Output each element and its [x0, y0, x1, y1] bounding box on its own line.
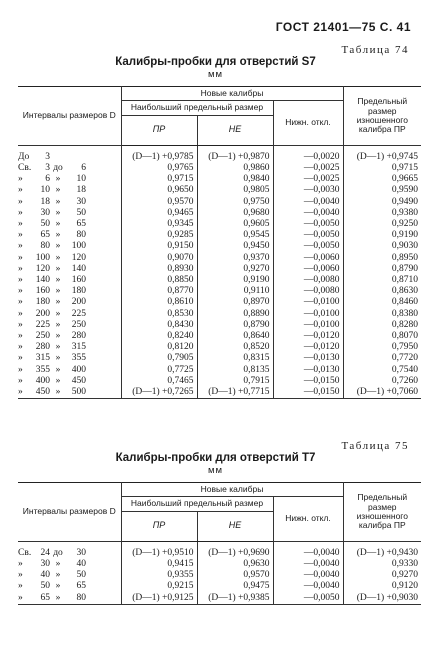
lower-dev-cell: —0,0050 — [273, 230, 343, 241]
interval-cell — [18, 581, 121, 592]
interval-word: » — [55, 558, 61, 569]
worn-cell: 0,8460 — [343, 297, 421, 308]
interval-from: 100 — [35, 252, 50, 263]
pr-cell: (D—1) +0,9785 — [121, 145, 197, 163]
interval-word: » — [55, 207, 61, 218]
interval-word: » — [55, 364, 61, 375]
gauge-table — [18, 86, 421, 399]
worn-cell: 0,9120 — [343, 581, 421, 592]
table-number: Таблица 75 — [341, 440, 409, 452]
interval-prefix: » — [18, 174, 23, 185]
table-row — [18, 208, 421, 219]
interval-word: » — [55, 174, 61, 185]
ne-cell: 0,9805 — [197, 185, 273, 196]
pr-cell: 0,9715 — [121, 174, 197, 185]
interval-cell — [18, 253, 121, 264]
table-unit: мм — [207, 465, 224, 476]
ne-cell: 0,9630 — [197, 559, 273, 570]
interval-from: 355 — [35, 364, 50, 375]
interval-cell — [18, 331, 121, 342]
interval-from: 180 — [35, 297, 50, 308]
interval-word: » — [55, 218, 61, 229]
interval-from: 3 — [45, 151, 50, 162]
interval-from: 315 — [35, 353, 50, 364]
interval-prefix: » — [18, 364, 23, 375]
interval-from: 50 — [40, 581, 50, 592]
worn-cell: 0,9330 — [343, 559, 421, 570]
pr-cell: 0,9355 — [121, 570, 197, 581]
interval-cell — [18, 275, 121, 286]
interval-prefix: » — [18, 592, 23, 603]
interval-cell — [18, 387, 121, 399]
lower-dev-cell: —0,0040 — [273, 208, 343, 219]
worn-cell: 0,8790 — [343, 264, 421, 275]
ne-cell: 0,9190 — [197, 275, 273, 286]
interval-cell — [18, 342, 121, 353]
interval-cell — [18, 320, 121, 331]
interval-from: 80 — [40, 241, 50, 252]
interval-to: 315 — [71, 342, 86, 353]
table-caption — [0, 452, 431, 476]
interval-prefix: » — [18, 218, 23, 229]
interval-cell — [18, 309, 121, 320]
lower-dev-cell: —0,0100 — [273, 320, 343, 331]
interval-to: 80 — [76, 230, 86, 241]
interval-cell — [18, 376, 121, 387]
table-row — [18, 570, 421, 581]
lower-dev-cell: —0,0030 — [273, 185, 343, 196]
table-row — [18, 230, 421, 241]
worn-cell: 0,9030 — [343, 241, 421, 252]
ne-cell: 0,9750 — [197, 197, 273, 208]
interval-from: 30 — [40, 558, 50, 569]
worn-cell: 0,9590 — [343, 185, 421, 196]
pr-cell: 0,9465 — [121, 208, 197, 219]
interval-cell — [18, 219, 121, 230]
ne-cell: (D—1) +0,9385 — [197, 593, 273, 605]
table-title: Калибры-пробки для отверстий T7 — [115, 452, 316, 464]
interval-prefix: » — [18, 252, 23, 263]
worn-cell: 0,8380 — [343, 309, 421, 320]
table-row — [18, 353, 421, 364]
pr-cell: 0,9345 — [121, 219, 197, 230]
worn-cell: 0,8950 — [343, 253, 421, 264]
interval-prefix: » — [18, 375, 23, 386]
ne-cell: (D—1) +0,9870 — [197, 145, 273, 163]
worn-cell: 0,7540 — [343, 365, 421, 376]
lower-dev-cell: —0,0130 — [273, 353, 343, 364]
lower-dev-cell: —0,0150 — [273, 376, 343, 387]
interval-to: 225 — [71, 308, 86, 319]
worn-cell: 0,9665 — [343, 174, 421, 185]
interval-cell — [18, 145, 121, 163]
ne-cell: 0,9370 — [197, 253, 273, 264]
interval-prefix: » — [18, 342, 23, 353]
table-row — [18, 331, 421, 342]
pr-cell: 0,8530 — [121, 309, 197, 320]
table-row — [18, 185, 421, 196]
pr-cell: 0,8120 — [121, 342, 197, 353]
header-lower-dev: Нижн. откл. — [273, 497, 343, 541]
interval-to: 30 — [76, 547, 86, 558]
header-pr: ПР — [121, 511, 197, 541]
lower-dev-cell: —0,0025 — [273, 174, 343, 185]
worn-cell: 0,9250 — [343, 219, 421, 230]
interval-word: » — [55, 592, 61, 603]
ne-cell: 0,9475 — [197, 581, 273, 592]
table-row — [18, 309, 421, 320]
table-row — [18, 145, 421, 163]
pr-cell: 0,9070 — [121, 253, 197, 264]
worn-cell: (D—1) +0,9430 — [343, 541, 421, 559]
interval-word: » — [55, 386, 61, 397]
interval-to: 450 — [71, 375, 86, 386]
lower-dev-cell: —0,0040 — [273, 581, 343, 592]
table-row — [18, 593, 421, 605]
interval-cell — [18, 185, 121, 196]
ne-cell: 0,9860 — [197, 163, 273, 174]
interval-cell — [18, 264, 121, 275]
header-max-size: Наибольший предельный размер — [121, 101, 273, 115]
worn-cell: (D—1) +0,9745 — [343, 145, 421, 163]
interval-from: 200 — [35, 308, 50, 319]
interval-word: » — [55, 308, 61, 319]
ne-cell: 0,9840 — [197, 174, 273, 185]
interval-from: 450 — [35, 386, 50, 397]
interval-cell — [18, 197, 121, 208]
worn-cell: 0,9270 — [343, 570, 421, 581]
worn-cell: 0,9490 — [343, 197, 421, 208]
interval-word: » — [55, 319, 61, 330]
ne-cell: 0,9570 — [197, 570, 273, 581]
interval-word: » — [55, 274, 61, 285]
interval-from: 250 — [35, 330, 50, 341]
interval-word: » — [55, 286, 61, 297]
worn-cell: 0,9715 — [343, 163, 421, 174]
interval-prefix: Св. — [18, 162, 32, 173]
interval-cell — [18, 163, 121, 174]
interval-cell — [18, 286, 121, 297]
header-pr: ПР — [121, 115, 197, 145]
pr-cell: 0,9285 — [121, 230, 197, 241]
pr-cell: 0,8610 — [121, 297, 197, 308]
interval-to: 65 — [76, 581, 86, 592]
interval-from: 65 — [40, 230, 50, 241]
table-row — [18, 297, 421, 308]
worn-cell: 0,8280 — [343, 320, 421, 331]
ne-cell: 0,8790 — [197, 320, 273, 331]
header-worn: Предельный размер изношенного калибра ПР — [343, 483, 421, 542]
interval-word: » — [55, 196, 61, 207]
lower-dev-cell: —0,0050 — [273, 219, 343, 230]
interval-prefix: Св. — [18, 547, 32, 558]
worn-cell: 0,8710 — [343, 275, 421, 286]
header-max-size: Наибольший предельный размер — [121, 497, 273, 511]
worn-cell: 0,7950 — [343, 342, 421, 353]
interval-to: 100 — [71, 241, 86, 252]
lower-dev-cell: —0,0120 — [273, 342, 343, 353]
interval-word: » — [55, 230, 61, 241]
lower-dev-cell: —0,0150 — [273, 387, 343, 399]
interval-to: 355 — [71, 353, 86, 364]
lower-dev-cell: —0,0100 — [273, 297, 343, 308]
table-row — [18, 253, 421, 264]
ne-cell: 0,8520 — [197, 342, 273, 353]
interval-from: 18 — [40, 196, 50, 207]
ne-cell: (D—1) +0,9690 — [197, 541, 273, 559]
lower-dev-cell: —0,0130 — [273, 365, 343, 376]
lower-dev-cell: —0,0040 — [273, 570, 343, 581]
interval-prefix: » — [18, 263, 23, 274]
pr-cell: (D—1) +0,7265 — [121, 387, 197, 399]
table-row — [18, 275, 421, 286]
lower-dev-cell: —0,0060 — [273, 264, 343, 275]
interval-prefix: » — [18, 330, 23, 341]
table-row — [18, 342, 421, 353]
pr-cell: 0,8770 — [121, 286, 197, 297]
lower-dev-cell: —0,0025 — [273, 163, 343, 174]
header-worn: Предельный размер изношенного калибра ПР — [343, 87, 421, 146]
interval-prefix: » — [18, 286, 23, 297]
interval-prefix: » — [18, 308, 23, 319]
ne-cell: 0,8890 — [197, 309, 273, 320]
lower-dev-cell: —0,0040 — [273, 197, 343, 208]
interval-to: 30 — [76, 196, 86, 207]
pr-cell: (D—1) +0,9125 — [121, 593, 197, 605]
interval-prefix: » — [18, 230, 23, 241]
interval-to: 400 — [71, 364, 86, 375]
header-lower-dev: Нижн. откл. — [273, 101, 343, 145]
interval-prefix: » — [18, 185, 23, 196]
interval-from: 280 — [35, 342, 50, 353]
interval-word: до — [53, 162, 63, 173]
header-new-gauges: Новые калибры — [121, 87, 343, 101]
table-title: Калибры-пробки для отверстий S7 — [115, 56, 316, 68]
worn-cell: 0,8070 — [343, 331, 421, 342]
interval-cell — [18, 559, 121, 570]
interval-word: » — [55, 252, 61, 263]
lower-dev-cell: —0,0050 — [273, 241, 343, 252]
worn-cell: 0,9190 — [343, 230, 421, 241]
pr-cell: 0,9150 — [121, 241, 197, 252]
pr-cell: 0,7465 — [121, 376, 197, 387]
interval-word: » — [55, 375, 61, 386]
interval-prefix: » — [18, 297, 23, 308]
interval-from: 10 — [40, 185, 50, 196]
pr-cell: 0,9765 — [121, 163, 197, 174]
interval-prefix: » — [18, 581, 23, 592]
interval-prefix: » — [18, 274, 23, 285]
ne-cell: (D—1) +0,7715 — [197, 387, 273, 399]
header-interval: Интервалы размеров D — [18, 483, 121, 542]
interval-to: 65 — [76, 218, 86, 229]
interval-cell — [18, 208, 121, 219]
interval-from: 6 — [45, 174, 50, 185]
pr-cell: 0,8930 — [121, 264, 197, 275]
interval-cell — [18, 241, 121, 252]
worn-cell: (D—1) +0,9030 — [343, 593, 421, 605]
interval-from: 24 — [40, 547, 50, 558]
interval-cell — [18, 570, 121, 581]
interval-word: » — [55, 342, 61, 353]
interval-from: 65 — [40, 592, 50, 603]
interval-cell — [18, 230, 121, 241]
worn-cell: 0,8630 — [343, 286, 421, 297]
interval-word: » — [55, 330, 61, 341]
ne-cell: 0,9270 — [197, 264, 273, 275]
table-row — [18, 241, 421, 252]
lower-dev-cell: —0,0060 — [273, 253, 343, 264]
interval-cell — [18, 174, 121, 185]
interval-prefix: До — [18, 151, 30, 162]
interval-word: до — [53, 547, 63, 558]
ne-cell: 0,9680 — [197, 208, 273, 219]
header-new-gauges: Новые калибры — [121, 483, 343, 497]
worn-cell: 0,7260 — [343, 376, 421, 387]
ne-cell: 0,9450 — [197, 241, 273, 252]
table-row — [18, 264, 421, 275]
interval-to: 50 — [76, 570, 86, 581]
table-caption — [0, 56, 431, 80]
pr-cell: 0,9570 — [121, 197, 197, 208]
lower-dev-cell: —0,0040 — [273, 541, 343, 559]
lower-dev-cell: —0,0040 — [273, 559, 343, 570]
interval-prefix: » — [18, 241, 23, 252]
interval-word: » — [55, 263, 61, 274]
interval-from: 140 — [35, 274, 50, 285]
lower-dev-cell: —0,0080 — [273, 275, 343, 286]
interval-from: 225 — [35, 319, 50, 330]
interval-to: 18 — [76, 185, 86, 196]
ne-cell: 0,9110 — [197, 286, 273, 297]
interval-cell — [18, 353, 121, 364]
interval-to: 10 — [76, 174, 86, 185]
interval-to: 140 — [71, 263, 86, 274]
interval-from: 50 — [40, 218, 50, 229]
interval-prefix: » — [18, 319, 23, 330]
pr-cell: 0,9415 — [121, 559, 197, 570]
ne-cell: 0,8315 — [197, 353, 273, 364]
lower-dev-cell: —0,0020 — [273, 145, 343, 163]
table-row — [18, 163, 421, 174]
interval-from: 30 — [40, 207, 50, 218]
interval-to: 250 — [71, 319, 86, 330]
interval-word: » — [55, 241, 61, 252]
pr-cell: 0,8240 — [121, 331, 197, 342]
interval-word: » — [55, 570, 61, 581]
interval-word: » — [55, 353, 61, 364]
interval-to: 50 — [76, 207, 86, 218]
gauge-table — [18, 482, 421, 605]
pr-cell: 0,9215 — [121, 581, 197, 592]
interval-from: 120 — [35, 263, 50, 274]
pr-cell: 0,7905 — [121, 353, 197, 364]
pr-cell: 0,8850 — [121, 275, 197, 286]
interval-from: 3 — [45, 162, 50, 173]
ne-cell: 0,9545 — [197, 230, 273, 241]
worn-cell: 0,7720 — [343, 353, 421, 364]
interval-word: » — [55, 581, 61, 592]
interval-word: » — [55, 297, 61, 308]
table-number: Таблица 74 — [341, 44, 409, 56]
interval-to: 80 — [76, 592, 86, 603]
interval-from: 400 — [35, 375, 50, 386]
lower-dev-cell: —0,0080 — [273, 286, 343, 297]
worn-cell: (D—1) +0,7060 — [343, 387, 421, 399]
table-row — [18, 320, 421, 331]
interval-to: 200 — [71, 297, 86, 308]
table-unit: мм — [207, 69, 224, 80]
interval-to: 120 — [71, 252, 86, 263]
ne-cell: 0,9605 — [197, 219, 273, 230]
table-row — [18, 219, 421, 230]
interval-to: 180 — [71, 286, 86, 297]
lower-dev-cell: —0,0120 — [273, 331, 343, 342]
interval-prefix: » — [18, 386, 23, 397]
pr-cell: (D—1) +0,9510 — [121, 541, 197, 559]
interval-word: » — [55, 185, 61, 196]
ne-cell: 0,7915 — [197, 376, 273, 387]
interval-prefix: » — [18, 353, 23, 364]
table-row — [18, 387, 421, 399]
table-row — [18, 197, 421, 208]
table-row — [18, 286, 421, 297]
pr-cell: 0,7725 — [121, 365, 197, 376]
interval-prefix: » — [18, 570, 23, 581]
table-row — [18, 559, 421, 570]
table-row — [18, 174, 421, 185]
header-ne: НЕ — [197, 115, 273, 145]
pr-cell: 0,8430 — [121, 320, 197, 331]
interval-prefix: » — [18, 196, 23, 207]
interval-from: 160 — [35, 286, 50, 297]
header-ne: НЕ — [197, 511, 273, 541]
pr-cell: 0,9650 — [121, 185, 197, 196]
lower-dev-cell: —0,0050 — [273, 593, 343, 605]
interval-cell — [18, 365, 121, 376]
ne-cell: 0,8640 — [197, 331, 273, 342]
lower-dev-cell: —0,0100 — [273, 309, 343, 320]
page-header: ГОСТ 21401—75 С. 41 — [275, 20, 411, 34]
worn-cell: 0,9380 — [343, 208, 421, 219]
interval-from: 40 — [40, 570, 50, 581]
interval-to: 500 — [71, 386, 86, 397]
interval-cell — [18, 541, 121, 559]
interval-to: 160 — [71, 274, 86, 285]
ne-cell: 0,8970 — [197, 297, 273, 308]
interval-prefix: » — [18, 207, 23, 218]
interval-cell — [18, 593, 121, 605]
interval-to: 40 — [76, 558, 86, 569]
interval-cell — [18, 297, 121, 308]
table-row — [18, 581, 421, 592]
header-interval: Интервалы размеров D — [18, 87, 121, 146]
table-row — [18, 541, 421, 559]
ne-cell: 0,8135 — [197, 365, 273, 376]
interval-to: 6 — [81, 162, 86, 173]
table-row — [18, 365, 421, 376]
interval-to: 280 — [71, 330, 86, 341]
interval-prefix: » — [18, 558, 23, 569]
table-row — [18, 376, 421, 387]
